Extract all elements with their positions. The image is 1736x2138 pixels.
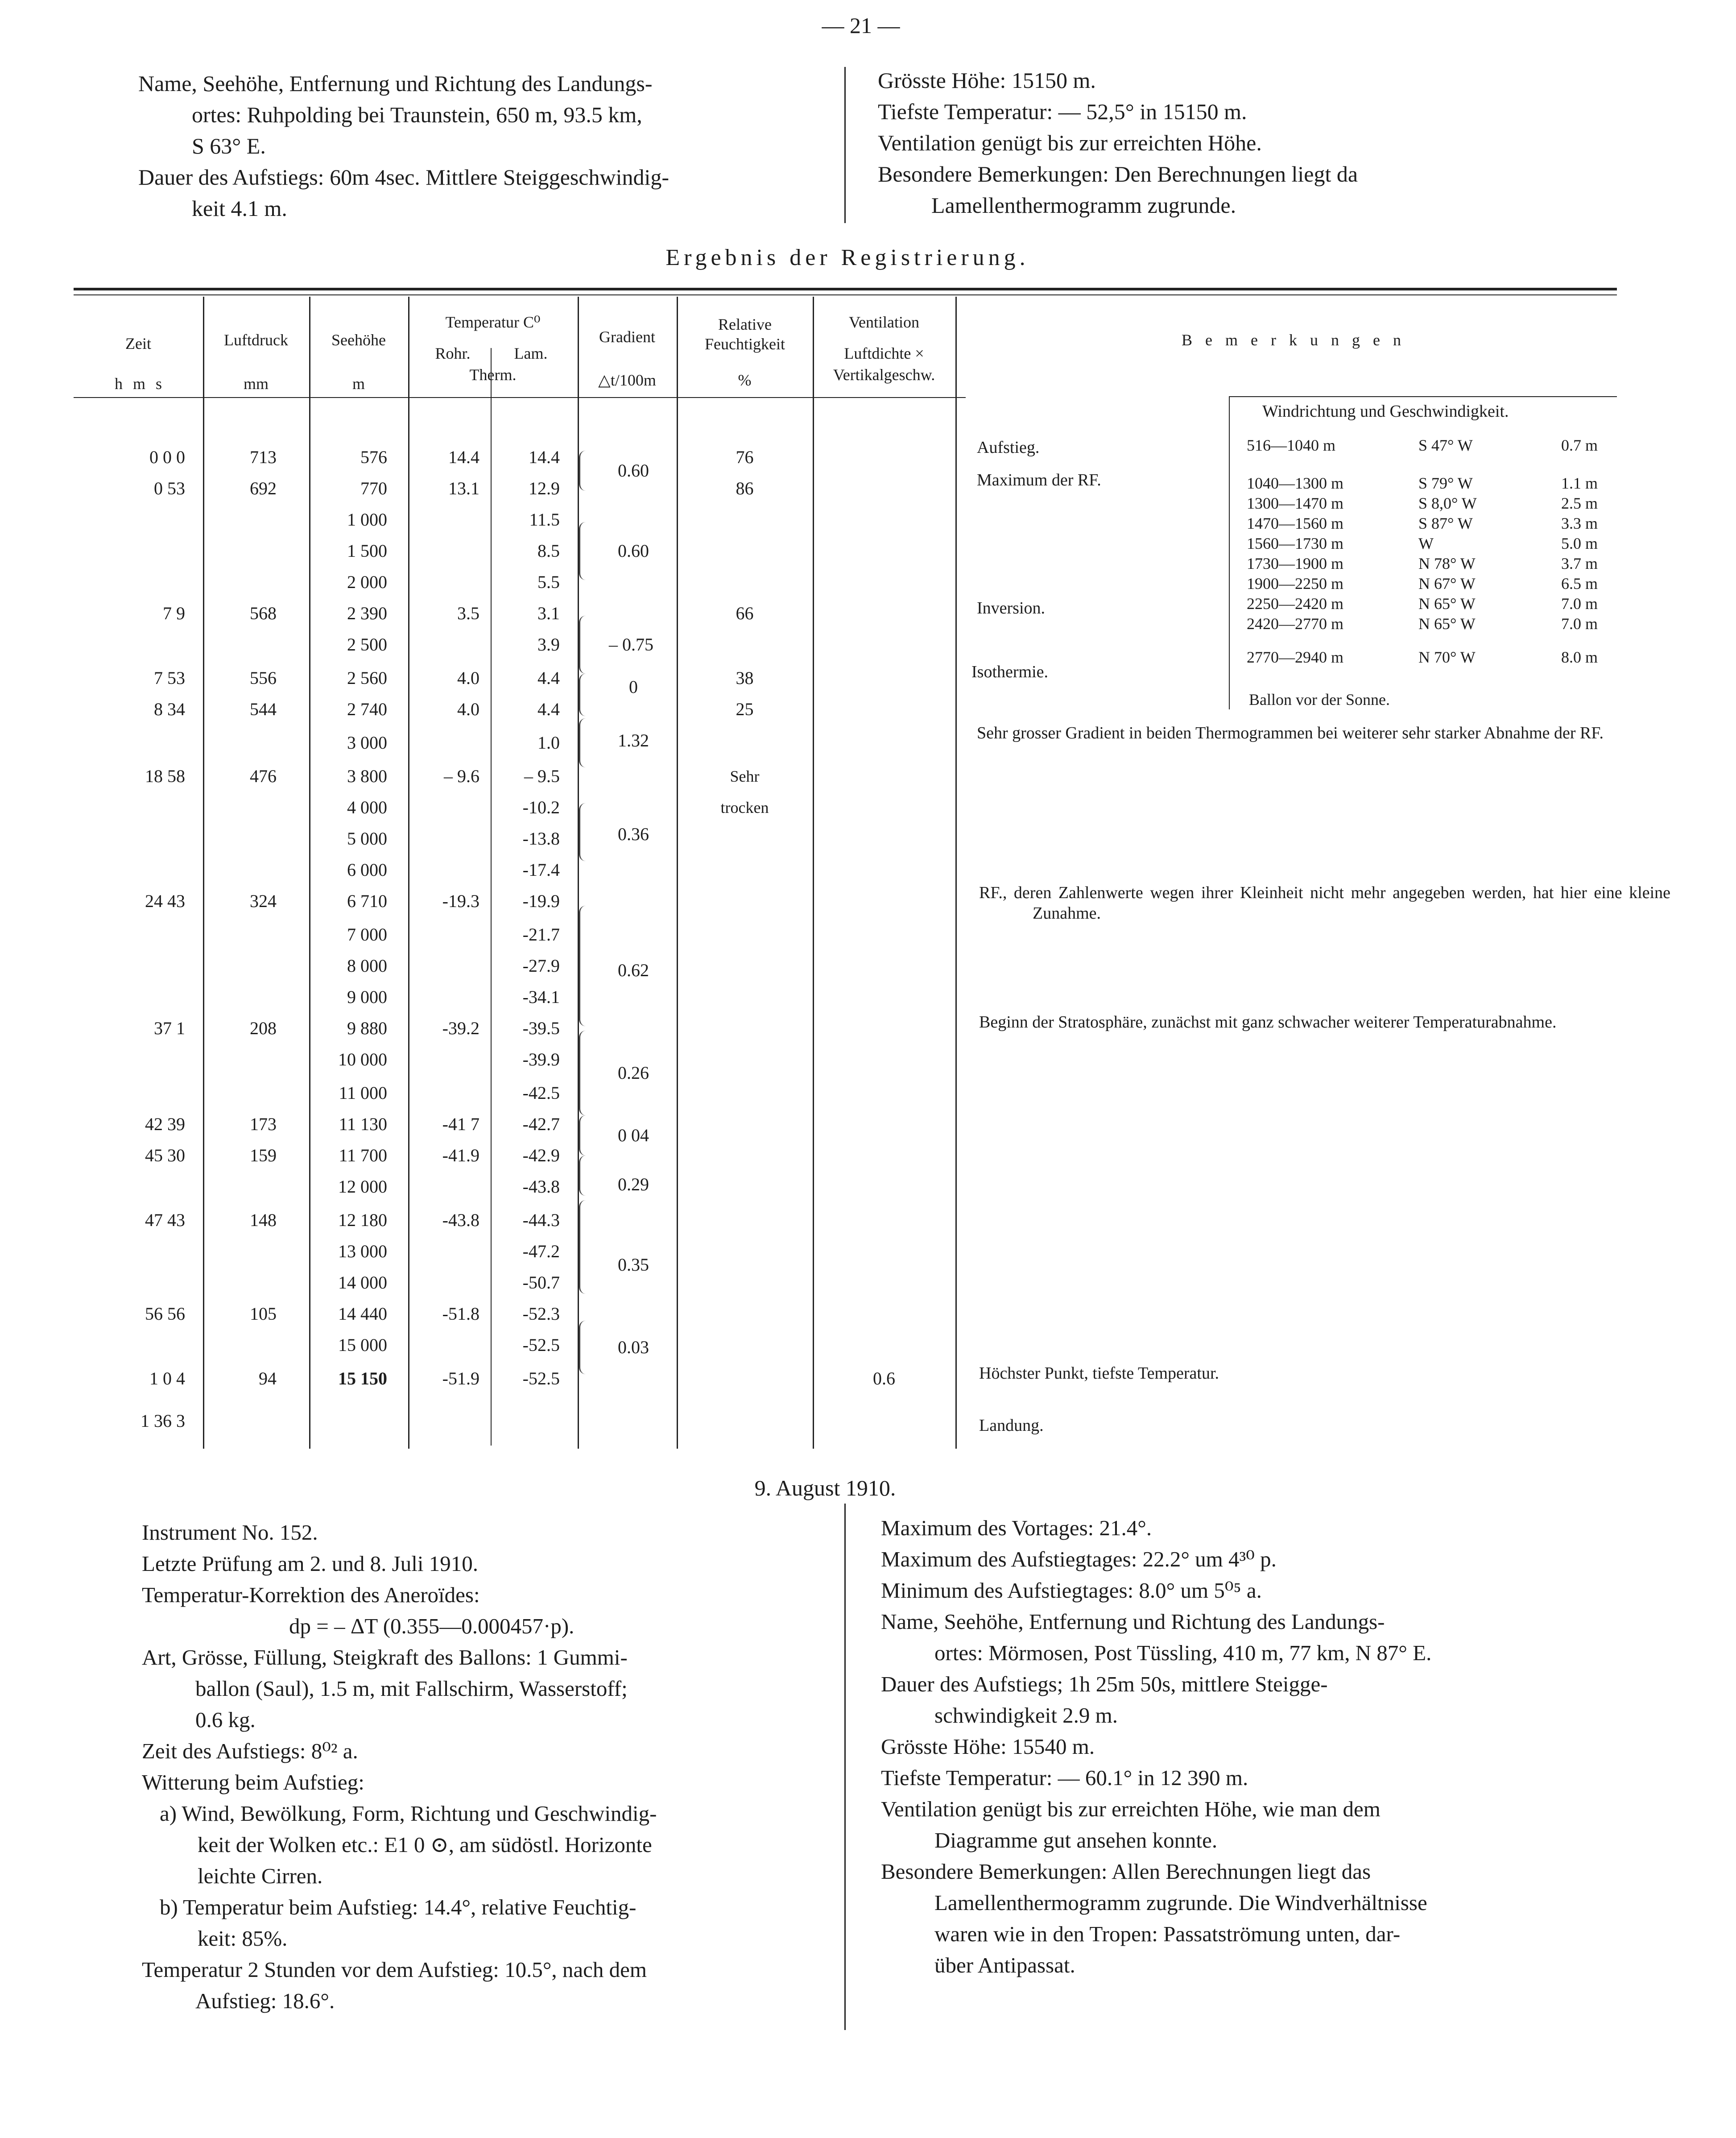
cell-luftdruck: 713 — [250, 447, 277, 467]
top-right-line: Lamellenthermogramm zugrunde. — [931, 193, 1236, 218]
wind-range: 1040—1300 m — [1247, 474, 1344, 492]
header-luftdruck-unit: mm — [243, 375, 269, 393]
top-left-line: S 63° E. — [192, 133, 266, 158]
remark-maximum: Maximum der RF. — [977, 471, 1101, 489]
header-ventilation-sub2: Vertikalgeschw. — [833, 366, 935, 384]
max-vortag-line: Maximum des Vortages: 21.4°. — [881, 1516, 1152, 1540]
cell-lam-therm: 8.5 — [537, 541, 560, 561]
wind-speed: 8.0 m — [1561, 648, 1598, 666]
cell-zeit: 18 58 — [145, 766, 185, 786]
gradient-value: 0.26 — [618, 1063, 649, 1083]
wind-speed: 3.7 m — [1561, 555, 1598, 572]
gradient-brace — [579, 1031, 586, 1115]
table-title: Ergebnis der Registrierung. — [665, 245, 1029, 270]
cell-feuchte: 66 — [736, 603, 754, 623]
header-feuchte: Relative Feuchtigkeit — [705, 315, 785, 353]
dauer-line: Dauer des Aufstiegs; 1h 25m 50s, mittlere Steigge- — [881, 1672, 1328, 1696]
formula-line: dp = – ΔT (0.355—0.000457·p). — [289, 1614, 575, 1638]
cell-feuchte: trocken — [720, 799, 769, 816]
cell-seehoehe: 2 500 — [347, 634, 387, 655]
wind-speed: 5.0 m — [1561, 534, 1598, 552]
bottom-right-block — [881, 1512, 1559, 1981]
ventilation-line: Ventilation genügt bis zur erreichten Höhe, wie man dem — [881, 1797, 1381, 1821]
cell-zeit: 8 34 — [154, 699, 185, 719]
cell-seehoehe: 11 130 — [339, 1114, 387, 1134]
wind-speed: 6.5 m — [1561, 575, 1598, 593]
col-divider — [203, 297, 204, 1449]
cell-luftdruck: 568 — [250, 603, 277, 623]
cell-zeit: 1 0 4 — [149, 1368, 185, 1388]
cell-feuchte: 38 — [736, 668, 754, 688]
cell-seehoehe: 2 390 — [347, 603, 387, 623]
cell-lam-therm: 3.1 — [537, 603, 560, 623]
wind-direction: N 65° W — [1418, 615, 1476, 633]
top-right-line: Besondere Bemerkungen: Den Berechnungen liegt da — [878, 162, 1358, 186]
gradient-value: 0.03 — [618, 1337, 649, 1357]
cell-seehoehe: 3 000 — [347, 733, 387, 753]
art-line: 0.6 kg. — [195, 1707, 256, 1732]
cell-seehoehe: 11 000 — [339, 1083, 387, 1103]
dauer-line: schwindigkeit 2.9 m. — [934, 1703, 1118, 1728]
cell-rohr-therm: 3.5 — [457, 603, 479, 623]
cell-zeit: 24 43 — [145, 891, 185, 911]
min-tag-line: Minimum des Aufstiegtages: 8.0° um 5⁰⁵ a. — [881, 1578, 1262, 1603]
remark-isothermie: Isothermie. — [971, 663, 1049, 681]
top-right-block — [878, 65, 1591, 221]
header-therm: Therm. — [469, 366, 517, 384]
cell-luftdruck: 208 — [250, 1018, 277, 1038]
cell-lam-therm: -39.9 — [522, 1049, 560, 1069]
header-zeit-unit: h m s — [114, 375, 162, 393]
cell-luftdruck: 173 — [250, 1114, 277, 1134]
gradient-brace — [579, 1156, 586, 1196]
witterung-a-line: keit der Wolken etc.: E1 0 ⊙, am südöstl. Horizonte — [198, 1832, 652, 1857]
cell-seehoehe: 12 000 — [338, 1177, 387, 1197]
table-top-rule — [74, 288, 1617, 290]
header-seehoehe-unit: m — [352, 375, 365, 393]
zeit-line: Zeit des Aufstiegs: 8⁰² a. — [142, 1739, 358, 1763]
top-left-line: Dauer des Aufstiegs: 60m 4sec. Mittlere Steiggeschwindig- — [138, 165, 670, 190]
header-gradient-unit: △t/100m — [598, 371, 656, 389]
header-bemerkungen: B e m e r k u n g e n — [1182, 331, 1405, 349]
header-temperatur: Temperatur C⁰ — [445, 313, 541, 331]
cell-lam-therm: 4.4 — [537, 668, 560, 688]
art-line: Art, Grösse, Füllung, Steigkraft des Ballons: 1 Gummi- — [142, 1645, 628, 1670]
header-gradient: Gradient — [599, 328, 655, 346]
top-right-line: Grösste Höhe: 15150 m. — [878, 68, 1096, 93]
cell-lam-therm: – 9.5 — [524, 766, 560, 786]
wind-divider — [1229, 397, 1230, 709]
cell-seehoehe: 13 000 — [338, 1241, 387, 1261]
bemerkungen-line: Besondere Bemerkungen: Allen Berechnungen liegt das — [881, 1859, 1371, 1884]
bottom-left-block — [142, 1517, 815, 2017]
cell-lam-therm: 5.5 — [537, 572, 560, 592]
cell-rohr-therm: 14.4 — [448, 447, 479, 467]
col-divider — [955, 297, 957, 1449]
column-divider — [844, 67, 846, 223]
cell-luftdruck: 476 — [250, 766, 277, 786]
cell-rohr-therm: -41.9 — [442, 1145, 479, 1165]
col-divider — [408, 297, 409, 1449]
cell-seehoehe: 3 800 — [347, 766, 387, 786]
cell-rohr-therm: -41 7 — [442, 1114, 479, 1134]
cell-lam-therm: -21.7 — [522, 924, 560, 945]
top-right-line: Tiefste Temperatur: — 52,5° in 15150 m. — [878, 99, 1247, 124]
bemerkungen-line: waren wie in den Tropen: Passatströmung unten, dar- — [934, 1922, 1401, 1946]
cell-luftdruck: 105 — [250, 1304, 277, 1324]
gradient-brace — [579, 616, 586, 674]
header-feuchte-unit: % — [738, 371, 752, 389]
wind-direction: S 47° W — [1418, 436, 1473, 454]
wind-direction: S 8,0° W — [1418, 494, 1477, 512]
header-rohr: Rohr. — [435, 344, 471, 362]
wind-range: 1560—1730 m — [1247, 534, 1344, 552]
header-bottom-rule — [74, 397, 966, 398]
header-ventilation: Ventilation — [849, 313, 919, 331]
cell-zeit: 42 39 — [145, 1114, 185, 1134]
witterung-b-line: b) Temperatur beim Aufstieg: 14.4°, relative Feuchtig- — [160, 1895, 637, 1919]
gradient-value: 1.32 — [618, 730, 649, 750]
cell-lam-therm: -34.1 — [522, 987, 560, 1007]
cell-seehoehe: 14 000 — [338, 1272, 387, 1293]
cell-rohr-therm: -43.8 — [442, 1210, 479, 1230]
table-top-rule-thin — [74, 294, 1617, 295]
cell-lam-therm: -27.9 — [522, 956, 560, 976]
cell-rohr-therm: -19.3 — [442, 891, 479, 911]
gradient-value: 0.36 — [618, 824, 649, 844]
top-right-line: Ventilation genügt bis zur erreichten Höhe. — [878, 130, 1262, 155]
cell-lam-therm: -47.2 — [522, 1241, 560, 1261]
cell-seehoehe: 1 500 — [347, 541, 387, 561]
cell-seehoehe: 12 180 — [338, 1210, 387, 1230]
wind-range: 2420—2770 m — [1247, 615, 1344, 633]
korrektion-line: Temperatur-Korrektion des Aneroïdes: — [142, 1583, 480, 1607]
cell-zeit: 37 1 — [154, 1018, 185, 1038]
cell-seehoehe: 15 150 — [338, 1368, 387, 1388]
wind-range: 1300—1470 m — [1247, 494, 1344, 512]
witterung-a-line: leichte Cirren. — [198, 1864, 323, 1888]
cell-lam-therm: 11.5 — [529, 510, 560, 530]
cell-lam-therm: 4.4 — [537, 699, 560, 719]
cell-zeit: 7 53 — [154, 668, 185, 688]
cell-seehoehe: 2 000 — [347, 572, 387, 592]
cell-lam-therm: -44.3 — [522, 1210, 560, 1230]
cell-feuchte: 25 — [736, 699, 754, 719]
landungsort-line: Name, Seehöhe, Entfernung und Richtung des Landungs- — [881, 1609, 1385, 1634]
top-left-block — [138, 68, 807, 224]
cell-ventilation: 0.6 — [873, 1368, 895, 1388]
cell-zeit: 56 56 — [145, 1304, 185, 1324]
gradient-brace — [579, 718, 586, 767]
wind-direction: W — [1418, 534, 1434, 552]
cell-rohr-therm: -51.8 — [442, 1304, 479, 1324]
wind-top-rule — [1229, 396, 1617, 397]
cell-lam-therm: -50.7 — [522, 1272, 560, 1293]
remark-hoechster: Höchster Punkt, tiefste Temperatur. — [979, 1364, 1219, 1383]
remark-gradient: Sehr grosser Gradient in beiden Thermogrammen bei weiterer sehr starker Abnahme der RF. — [977, 724, 1604, 742]
cell-zeit: 0 0 0 — [149, 447, 185, 467]
cell-seehoehe: 6 710 — [347, 891, 387, 911]
cell-seehoehe: 770 — [360, 478, 387, 498]
landungsort-line: ortes: Mörmosen, Post Tüssling, 410 m, 77 km, N 87° E. — [934, 1641, 1432, 1665]
top-left-line: ortes: Ruhpolding bei Traunstein, 650 m, 93.5 km, — [192, 102, 642, 127]
cell-seehoehe: 11 700 — [339, 1145, 387, 1165]
cell-lam-therm: -42.7 — [522, 1114, 560, 1134]
cell-rohr-therm: 4.0 — [457, 699, 479, 719]
cell-rohr-therm: 13.1 — [448, 478, 479, 498]
cell-lam-therm: -43.8 — [522, 1177, 560, 1197]
remark-strato: Beginn der Stratosphäre, zunächst mit ganz schwacher weiterer Temperaturabnahme. — [979, 1013, 1557, 1032]
col-divider — [813, 297, 814, 1449]
cell-rohr-therm: -51.9 — [442, 1368, 479, 1388]
wind-range: 516—1040 m — [1247, 436, 1336, 454]
hoehe-line: Grösste Höhe: 15540 m. — [881, 1734, 1095, 1759]
cell-zeit: 45 30 — [145, 1145, 185, 1165]
cell-seehoehe: 7 000 — [347, 924, 387, 945]
cell-luftdruck: 544 — [250, 699, 277, 719]
wind-direction: S 87° W — [1418, 514, 1473, 532]
cell-lam-therm: -13.8 — [522, 829, 560, 849]
wind-range: 1900—2250 m — [1247, 575, 1344, 593]
gradient-brace — [579, 906, 586, 1026]
cell-zeit: 0 53 — [154, 478, 185, 498]
wind-direction: S 79° W — [1418, 474, 1473, 492]
wind-range: 1730—1900 m — [1247, 555, 1344, 572]
wind-range: 1470—1560 m — [1247, 514, 1344, 532]
remark-aufstieg: Aufstieg. — [977, 438, 1040, 457]
cell-seehoehe: 1 000 — [347, 510, 387, 530]
cell-zeit: 1 36 3 — [141, 1411, 185, 1431]
gradient-brace — [579, 803, 586, 861]
cell-seehoehe: 6 000 — [347, 860, 387, 880]
gradient-brace — [579, 674, 586, 716]
cell-rohr-therm: – 9.6 — [444, 766, 479, 786]
cell-seehoehe: 8 000 — [347, 956, 387, 976]
cell-seehoehe: 15 000 — [338, 1335, 387, 1355]
wind-speed: 2.5 m — [1561, 494, 1598, 512]
gradient-brace — [579, 1115, 586, 1156]
cell-seehoehe: 10 000 — [338, 1049, 387, 1069]
cell-lam-therm: 14.4 — [529, 447, 560, 467]
section-title: 9. August 1910. — [754, 1475, 896, 1500]
cell-luftdruck: 159 — [250, 1145, 277, 1165]
art-line: ballon (Saul), 1.5 m, mit Fallschirm, Wasserstoff; — [195, 1676, 628, 1701]
gradient-brace — [579, 451, 586, 491]
cell-luftdruck: 556 — [250, 668, 277, 688]
temperatur-line: Temperatur 2 Stunden vor dem Aufstieg: 10.5°, nach dem — [142, 1957, 647, 1982]
tiefste-line: Tiefste Temperatur: — 60.1° in 12 390 m. — [881, 1765, 1248, 1790]
page-number: — 21 — — [822, 13, 900, 38]
header-lam: Lam. — [514, 344, 548, 362]
cell-lam-therm: -17.4 — [522, 860, 560, 880]
remark-landung: Landung. — [979, 1416, 1044, 1435]
cell-lam-therm: -39.5 — [522, 1018, 560, 1038]
column-divider — [844, 1504, 846, 2030]
cell-lam-therm: -52.5 — [522, 1368, 560, 1388]
gradient-brace — [579, 522, 586, 580]
witterung-line: Witterung beim Aufstieg: — [142, 1770, 364, 1794]
pruefung-line: Letzte Prüfung am 2. und 8. Juli 1910. — [142, 1551, 478, 1576]
cell-luftdruck: 94 — [259, 1368, 277, 1388]
wind-direction: N 78° W — [1418, 555, 1476, 572]
cell-feuchte: 86 — [736, 478, 754, 498]
cell-rohr-therm: 4.0 — [457, 668, 479, 688]
cell-seehoehe: 4 000 — [347, 797, 387, 817]
witterung-b-line: keit: 85%. — [198, 1926, 288, 1951]
wind-speed: 7.0 m — [1561, 615, 1598, 633]
cell-seehoehe: 9 880 — [347, 1018, 387, 1038]
cell-seehoehe: 576 — [360, 447, 387, 467]
gradient-value: 0.35 — [618, 1255, 649, 1275]
header-ventilation-sub: Luftdichte × — [844, 344, 924, 362]
gradient-value: – 0.75 — [609, 634, 653, 655]
cell-feuchte: Sehr — [730, 767, 760, 785]
wind-range: 2770—2940 m — [1247, 648, 1344, 666]
cell-lam-therm: 1.0 — [537, 733, 560, 753]
gradient-value: 0.29 — [618, 1174, 649, 1194]
wind-direction: N 65° W — [1418, 595, 1476, 613]
remark-inversion: Inversion. — [977, 599, 1046, 617]
instrument-line: Instrument No. 152. — [142, 1520, 318, 1545]
temperatur-line: Aufstieg: 18.6°. — [195, 1989, 335, 2013]
top-left-line: keit 4.1 m. — [192, 196, 287, 221]
cell-luftdruck: 324 — [250, 891, 277, 911]
gradient-value: 0.60 — [618, 460, 649, 481]
cell-lam-therm: -52.5 — [522, 1335, 560, 1355]
bemerkungen-line: über Antipassat. — [934, 1953, 1075, 1977]
cell-seehoehe: 14 440 — [338, 1304, 387, 1324]
cell-lam-therm: 12.9 — [529, 478, 560, 498]
wind-direction: N 67° W — [1418, 575, 1476, 593]
cell-lam-therm: -10.2 — [522, 797, 560, 817]
cell-lam-therm: 3.9 — [537, 634, 560, 655]
gradient-brace — [579, 1321, 586, 1374]
header-seehoehe: Seehöhe — [331, 331, 386, 349]
cell-seehoehe: 2 560 — [347, 668, 387, 688]
cell-seehoehe: 2 740 — [347, 699, 387, 719]
gradient-value: 0 — [629, 677, 638, 697]
wind-range: 2250—2420 m — [1247, 595, 1344, 613]
cell-luftdruck: 692 — [250, 478, 277, 498]
col-divider — [677, 297, 678, 1449]
cell-lam-therm: -52.3 — [522, 1304, 560, 1324]
wind-note: Ballon vor der Sonne. — [1249, 691, 1390, 709]
gradient-value: 0.62 — [618, 960, 649, 980]
gradient-brace — [579, 1200, 586, 1294]
gradient-value: 0 04 — [618, 1125, 649, 1145]
cell-lam-therm: -42.5 — [522, 1083, 560, 1103]
header-zeit: Zeit — [125, 335, 151, 352]
cell-seehoehe: 5 000 — [347, 829, 387, 849]
bemerkungen-line: Lamellenthermogramm zugrunde. Die Windverhältnisse — [934, 1890, 1427, 1915]
cell-zeit: 7 9 — [163, 603, 185, 623]
cell-lam-therm: -19.9 — [522, 891, 560, 911]
cell-zeit: 47 43 — [145, 1210, 185, 1230]
cell-lam-therm: -42.9 — [522, 1145, 560, 1165]
max-tag-line: Maximum des Aufstiegtages: 22.2° um 4³⁰ p. — [881, 1547, 1277, 1571]
gradient-value: 0.60 — [618, 541, 649, 561]
cell-rohr-therm: -39.2 — [442, 1018, 479, 1038]
cell-feuchte: 76 — [736, 447, 754, 467]
remark-rf: RF., deren Zahlenwerte wegen ihrer Kleinheit nicht mehr angegeben werden, hat hier eine kleine Zunahme. — [979, 883, 1670, 923]
ventilation-line: Diagramme gut ansehen konnte. — [934, 1828, 1218, 1852]
header-luftdruck: Luftdruck — [224, 331, 288, 349]
cell-luftdruck: 148 — [250, 1210, 277, 1230]
top-left-line: Name, Seehöhe, Entfernung und Richtung des Landungs- — [138, 71, 653, 96]
wind-speed: 7.0 m — [1561, 595, 1598, 613]
wind-speed: 1.1 m — [1561, 474, 1598, 492]
witterung-a-line: a) Wind, Bewölkung, Form, Richtung und Geschwindig- — [160, 1801, 657, 1826]
cell-seehoehe: 9 000 — [347, 987, 387, 1007]
wind-header: Windrichtung und Geschwindigkeit. — [1262, 402, 1509, 421]
wind-speed: 3.3 m — [1561, 514, 1598, 532]
wind-direction: N 70° W — [1418, 648, 1476, 666]
wind-speed: 0.7 m — [1561, 436, 1598, 454]
